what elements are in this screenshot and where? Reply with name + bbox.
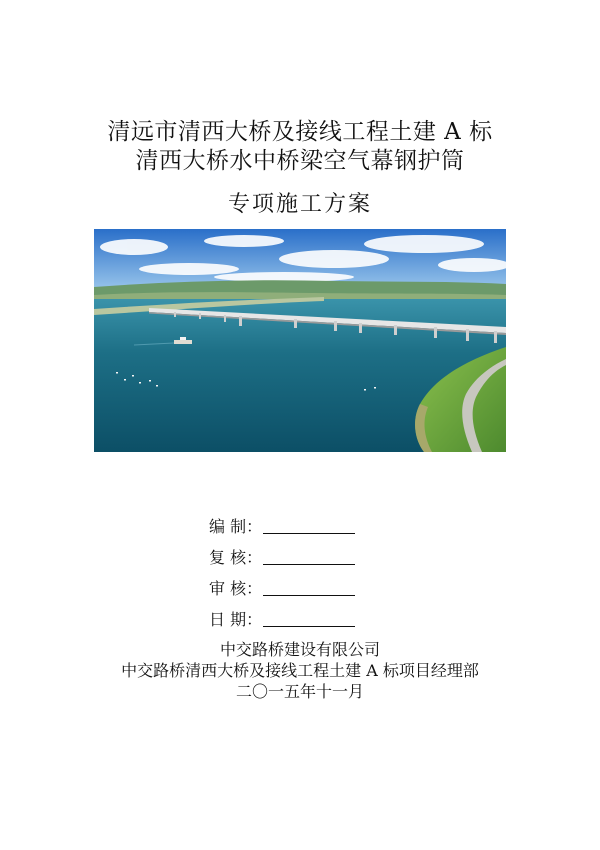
signoff-audited-label: 审 核：: [209, 579, 263, 598]
footer-date: 二〇一五年十一月: [235, 682, 364, 701]
document-subtitle: 专项施工方案: [227, 192, 372, 217]
signoff-reviewed-line: [263, 545, 355, 565]
document-title-line1: 清远市清西大桥及接线工程土建 A 标: [107, 119, 493, 145]
signoff-date-line: [263, 607, 355, 627]
bridge-cover-photo: [94, 229, 506, 452]
footer-department: 中交路桥清西大桥及接线工程土建 A 标项目经理部: [121, 661, 479, 680]
signoff-prepared-label: 编 制：: [209, 517, 263, 536]
signoff-reviewed-label: 复 核：: [209, 548, 263, 567]
footer-company: 中交路桥建设有限公司: [219, 640, 380, 659]
signoff-audited-line: [263, 576, 355, 596]
signoff-date-label: 日 期：: [209, 610, 263, 629]
signoff-prepared-line: [263, 514, 355, 534]
document-title-line2: 清西大桥水中桥梁空气幕钢护筒: [135, 148, 465, 174]
